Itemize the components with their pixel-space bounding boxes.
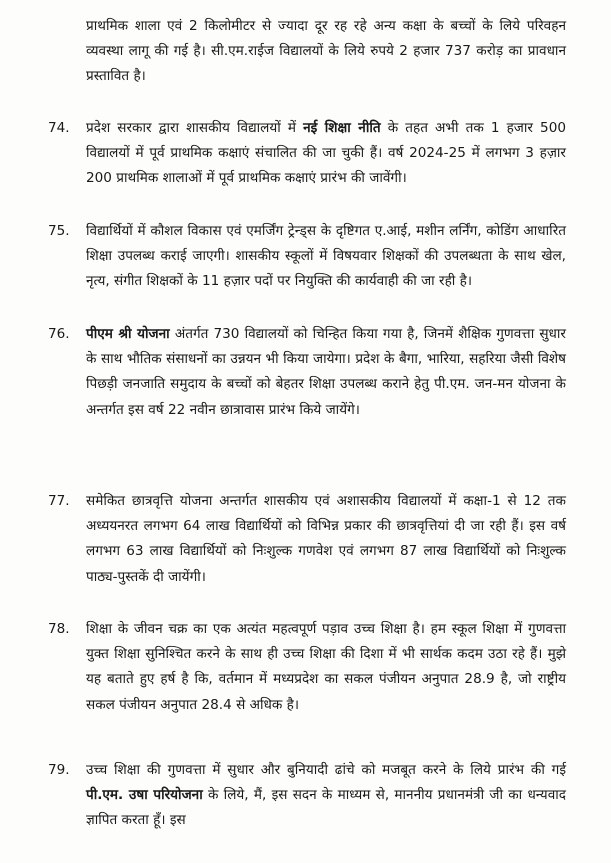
paragraph-79-text-c: के लिये, मैं, इस सदन के माध्यम से, माननीय प्रधानमंत्री जी का धन्यवाद ज्ञापित करता हूँ। इस — [86, 787, 566, 829]
paragraph-76-text-b: अंतर्गत 730 विद्यालयों को चिन्हित किया गया है, जिनमें शैक्षिक गुणवत्ता सुधार के साथ भौतिक संसाधनों का उन्नयन भी किया जायेगा। प्रदेश के बैगा, भारिया, सहरिया जैसी विशेष पिछड़ी जनजाति समुदाय के बच्चों को बेहतर शिक्षा उपलब्ध कराने हेतु पी.एम. जन-मन योजना के अन्तर्गत इस वर्ष 22 नवीन छात्रावास प्रारंभ किये जायेंगे। — [86, 326, 566, 418]
pm-usha-pariyojana-bold: पी.एम. उषा परियोजना — [86, 787, 203, 804]
paragraph-79-text-a: उच्च शिक्षा की गुणवत्ता में सुधार और बुनियादी ढांचे को मजबूत करने के लिये प्रारंभ की गई — [86, 762, 566, 778]
paragraph-number-74: 74. — [48, 120, 70, 136]
paragraph-number-76: 76. — [48, 326, 70, 342]
paragraph-number-78: 78. — [48, 621, 70, 637]
paragraph-number-75: 75. — [48, 223, 70, 239]
paragraph-76 — [86, 322, 566, 423]
paragraph-75: विद्यार्थियों में कौशल विकास एवं एमर्जिंग ट्रेन्ड्स के दृष्टिगत ए.आई, मशीन लर्निंग, कोडिंग आधारित शिक्षा उपलब्ध कराई जाएगी। शासकीय स्कूलों में विषयवार शिक्षकों की उपलब्धता के साथ खेल, नृत्य, संगीत शिक्षकों के 11 हज़ार पदों पर नियुक्ति की कार्यवाही की जा रही है। — [86, 223, 566, 290]
intro-paragraph: प्राथमिक शाला एवं 2 किलोमीटर से ज्यादा दूर रह रहे अन्य कक्षा के बच्चों के लिये परिवहन व्यवस्था लागू की गई है। सी.एम.राईज विद्यालयों के लिये रुपये 2 हजार 737 करोड़ का प्रावधान प्रस्तावित है। — [86, 18, 566, 85]
paragraph-77: समेकित छात्रवृत्ति योजना अन्तर्गत शासकीय एवं अशासकीय विद्यालयों में कक्षा-1 से 12 तक अध्ययनरत लगभग 64 लाख विद्यार्थियों को विभिन्न प्रकार की छात्रवृत्तियां दी जा रही हैं। इस वर्ष लगभग 63 लाख विद्यार्थियों को निःशुल्क गणवेश एवं लगभग 87 लाख विद्यार्थियों को निःशुल्क पाठ्य-पुस्तकें दी जायेंगी। — [86, 493, 567, 585]
paragraph-74 — [86, 116, 566, 192]
paragraph-78: शिक्षा के जीवन चक्र का एक अत्यंत महत्वपूर्ण पड़ाव उच्च शिक्षा है। हम स्कूल शिक्षा में गुणवत्ता युक्त शिक्षा सुनिश्चित करने के साथ ही उच्च शिक्षा की दिशा में भी सार्थक कदम उठा रहे हैं। मुझे यह बताते हुए हर्ष है कि, वर्तमान में मध्यप्रदेश का सकल पंजीयन अनुपात 28.9 है, जो राष्ट्रीय सकल पंजीयन अनुपात 28.4 से अधिक है। — [86, 621, 566, 713]
pm-shri-yojana-bold: पीएम श्री योजना — [86, 326, 170, 342]
paragraph-number-79: 79. — [48, 762, 70, 778]
paragraph-number-77: 77. — [48, 493, 70, 509]
nai-shiksha-niti-bold: नई शिक्षा नीति — [303, 120, 381, 136]
paragraph-74-text-a: प्रदेश सरकार द्वारा शासकीय विद्यालयों में — [86, 120, 304, 136]
paragraph-79 — [86, 758, 566, 834]
paragraph-74-text-c: के तहत अभी तक 1 हजार 500 विद्यालयों में पूर्व प्राथमिक कक्षाएं संचालित की जा चुकी हैं। वर्ष 2024-25 में लगभग 3 हज़ार 200 प्राथमिक शालाओं में पूर्व प्राथमिक कक्षाएं प्रारंभ की जावेंगी। — [86, 120, 566, 187]
